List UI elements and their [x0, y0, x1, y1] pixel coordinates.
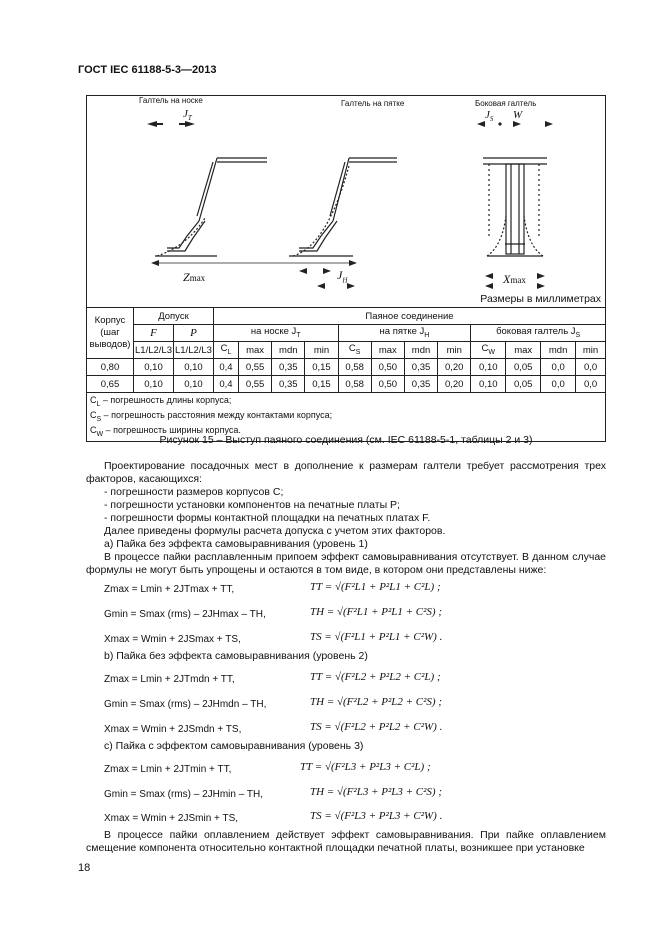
figure-box	[86, 95, 606, 308]
cell: 0,0	[541, 359, 576, 376]
th-l-p: L1/L2/L3	[173, 342, 213, 359]
cell: 0,05	[506, 376, 541, 393]
paragraph-intro: Проектирование посадочных мест в дополнение к размерам галтели требует рассмотрения трех факторов, касающихся:	[86, 460, 606, 485]
heading-level1: а) Пайка без эффекта самовыравнивания (уровень 1)	[104, 538, 368, 550]
list-item: - погрешности формы контактной площадки на печатных платах F.	[104, 512, 431, 524]
th-toe: на носке $J_T$	[213, 325, 338, 342]
page-header: ГОСТ IEC 61188-5-3—2013	[78, 64, 217, 76]
th-p: P	[173, 325, 213, 342]
formula-x1: Xmax = Wmin + 2JSmax + TS,	[104, 634, 241, 645]
th-toe-max: max	[239, 342, 272, 359]
cell: 0,80	[87, 359, 134, 376]
cell: 0,10	[134, 376, 174, 393]
formula-s1: TS = √(F²L1 + P²L1 + C²W) .	[310, 631, 443, 643]
th-tolerance: Допуск	[134, 308, 214, 325]
cell: 0,58	[338, 359, 371, 376]
th-toe-min: min	[305, 342, 338, 359]
cell: 0,65	[87, 376, 134, 393]
cell: 0,4	[213, 376, 238, 393]
th-l-f: L1/L2/L3	[134, 342, 174, 359]
th-heel: на пятке $J_H$	[338, 325, 471, 342]
note-cs: $C_S$ – погрешность расстояния между контактами корпуса;	[90, 409, 333, 423]
cell: 0,35	[272, 376, 305, 393]
tolerance-table	[86, 307, 606, 442]
cell: 0,05	[506, 359, 541, 376]
cell: 0,10	[471, 376, 506, 393]
cell: 0,35	[404, 376, 437, 393]
table-row	[87, 359, 606, 376]
cell: 0,50	[371, 376, 404, 393]
note-cl: $C_L$ – погрешность длины корпуса;	[90, 395, 232, 408]
cell: 0,20	[438, 359, 471, 376]
formula-z2: Zmax = Lmin + 2JTmdn + TT,	[104, 674, 235, 685]
cell: 0,10	[471, 359, 506, 376]
symbol-w: W	[513, 109, 523, 121]
formula-h1: TH = √(F²L1 + P²L1 + C²S) ;	[310, 606, 443, 618]
cell: 0,4	[213, 359, 238, 376]
th-toe-mdn: mdn	[272, 342, 305, 359]
list-item: - погрешности установки компонентов на печатные платы P;	[104, 499, 400, 511]
formula-t3: TT = √(F²L3 + P²L3 + C²L) ;	[300, 761, 431, 773]
th-joint: Паяное соединение	[213, 308, 605, 325]
cell: 0,58	[338, 376, 371, 393]
symbol-js: $J_S$	[485, 109, 494, 124]
cell: 0,0	[541, 376, 576, 393]
formula-g3: Gmin = Smax (rms) – 2JHmin – TH,	[104, 789, 264, 800]
label-toe: Галтель на носке	[139, 96, 203, 105]
symbol-xmax: Xmax	[503, 272, 526, 286]
formula-z1: Zmax = Lmin + 2JTmax + TT,	[104, 584, 235, 595]
cell: 0,55	[239, 376, 272, 393]
cell: 0,10	[134, 359, 174, 376]
th-heel-min: min	[438, 342, 471, 359]
note-cw: $C_W$ – погрешность ширины корпуса.	[90, 424, 241, 438]
heading-level3: c) Пайка с эффектом самовыравнивания (уровень 3)	[104, 740, 364, 752]
formula-t2: TT = √(F²L2 + P²L2 + C²L) ;	[310, 671, 441, 683]
paragraph: Далее приведены формулы расчета допуска с учетом этих факторов.	[104, 525, 446, 537]
th-f: F	[134, 325, 174, 342]
th-side: боковая галтель $J_S$	[471, 325, 606, 342]
th-cl: $C_L$	[213, 342, 238, 359]
label-heel: Галтель на пятке	[341, 99, 405, 108]
cell: 0,50	[371, 359, 404, 376]
units-note: Размеры в миллиметрах	[480, 293, 601, 305]
th-heel-mdn: mdn	[404, 342, 437, 359]
symbol-zmax: Zmax	[183, 270, 206, 284]
formula-h2: TH = √(F²L2 + P²L2 + C²S) ;	[310, 696, 443, 708]
paragraph-final: В процессе пайки оплавлением действует эффект самовыравнивания. При пайке оплавлением смещение компонента относительно контактной площадки печатной платы, возникшее при установке	[86, 829, 606, 854]
table-row	[87, 376, 606, 393]
th-side-min: min	[576, 342, 606, 359]
formula-s3: TS = √(F²L3 + P²L3 + C²W) .	[310, 810, 443, 822]
cell: 0,35	[272, 359, 305, 376]
formula-t1: TT = √(F²L1 + P²L1 + C²L) ;	[310, 581, 441, 593]
symbol-jt: $J_T$	[183, 108, 192, 123]
formula-g1: Gmin = Smax (rms) – 2JHmax – TH,	[104, 609, 266, 620]
formula-x3: Xmax = Wmin + 2JSmin + TS,	[104, 813, 239, 824]
figure-caption: Рисунок 15 – Выступ паяного соединения (см. IEC 61188-5-1, таблицы 2 и 3)	[159, 434, 533, 446]
th-cs: $C_S$	[338, 342, 371, 359]
th-cw: $C_W$	[471, 342, 506, 359]
cell: 0,10	[173, 376, 213, 393]
th-side-max: max	[506, 342, 541, 359]
formula-g2: Gmin = Smax (rms) – 2JHmdn – TH,	[104, 699, 267, 710]
th-corpus: Корпус (шаг выводов)	[87, 308, 134, 359]
th-heel-max: max	[371, 342, 404, 359]
cell: 0,15	[305, 359, 338, 376]
heading-level2: b) Пайка без эффекта самовыравнивания (уровень 2)	[104, 650, 368, 662]
formula-s2: TS = √(F²L2 + P²L2 + C²W) .	[310, 721, 443, 733]
cell: 0,35	[404, 359, 437, 376]
paragraph: В процессе пайки расплавленным припоем эффект самовыравнивания отсутствует. В данном случае формулы не могут быть упрощены и остаются в том виде, в котором они представлены ниже:	[86, 551, 606, 576]
formula-x2: Xmax = Wmin + 2JSmdn + TS,	[104, 724, 242, 735]
list-item: - погрешности размеров корпусов C;	[104, 486, 284, 498]
cell: 0,20	[438, 376, 471, 393]
formula-h3: TH = √(F²L3 + P²L3 + C²S) ;	[310, 786, 443, 798]
cell: 0,15	[305, 376, 338, 393]
symbol-jh: $J_H$	[337, 268, 348, 285]
th-side-mdn: mdn	[541, 342, 576, 359]
cell: 0,0	[576, 376, 606, 393]
label-side: Боковая галтель	[475, 99, 537, 108]
cell: 0,10	[173, 359, 213, 376]
formula-z3: Zmax = Lmin + 2JTmin + TT,	[104, 764, 232, 775]
cell: 0,0	[576, 359, 606, 376]
cell: 0,55	[239, 359, 272, 376]
page-number: 18	[78, 862, 91, 874]
